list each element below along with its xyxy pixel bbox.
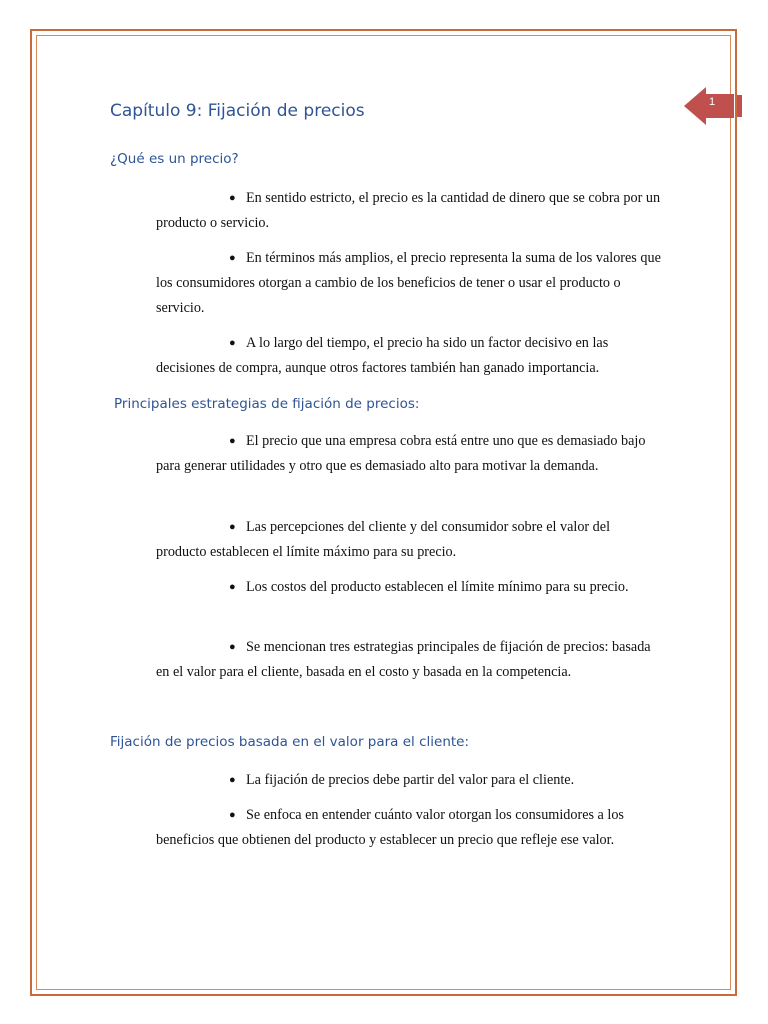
list-item-text: A lo largo del tiempo, el precio ha sido un factor decisivo en las decisiones de compra, aunque otros factores también han ganado importancia. <box>156 335 609 376</box>
list-item <box>156 331 661 381</box>
bullet-icon: ● <box>229 581 236 593</box>
page-number-tab <box>684 87 742 125</box>
list-item-text: Las percepciones del cliente y del consumidor sobre el valor del producto establecen el límite máximo para su precio. <box>156 519 611 560</box>
list-item-text: Se mencionan tres estrategias principales de fijación de precios: basada en el valor para el cliente, basada en el costo y basada en la competencia. <box>156 639 651 680</box>
list-item <box>156 768 661 793</box>
bullet-icon: ● <box>229 252 236 264</box>
section-heading-estrategias: Principales estrategias de fijación de precios: <box>114 396 420 412</box>
list-item <box>156 635 661 685</box>
list-item-text: En sentido estricto, el precio es la cantidad de dinero que se cobra por un producto o servicio. <box>156 190 661 231</box>
list-item <box>156 246 661 321</box>
page-title: Capítulo 9: Fijación de precios <box>110 101 365 121</box>
bullet-icon: ● <box>229 192 236 204</box>
bullet-icon: ● <box>229 809 236 821</box>
bullet-icon: ● <box>229 337 236 349</box>
list-item-text: Los costos del producto establecen el límite mínimo para su precio. <box>246 579 629 595</box>
list-item-text: El precio que una empresa cobra está entre uno que es demasiado bajo para generar utilidades y otro que es demasiado alto para motivar la demanda. <box>156 433 646 474</box>
list-item-text: En términos más amplios, el precio representa la suma de los valores que los consumidores otorgan a cambio de los beneficios de tener o usar el producto o servicio. <box>156 250 661 316</box>
list-item <box>156 186 661 236</box>
section-heading-que-es-un-precio: ¿Qué es un precio? <box>110 151 239 167</box>
bullet-icon: ● <box>229 774 236 786</box>
bullet-icon: ● <box>229 521 236 533</box>
page-number: 1 <box>708 96 716 108</box>
list-item <box>156 575 661 600</box>
section-heading-valor-cliente: Fijación de precios basada en el valor para el cliente: <box>110 734 470 750</box>
bullet-icon: ● <box>229 641 236 653</box>
list-item-text: La fijación de precios debe partir del valor para el cliente. <box>246 772 575 788</box>
list-item <box>156 803 661 853</box>
list-item <box>156 429 661 479</box>
bullet-icon: ● <box>229 435 236 447</box>
list-item-text: Se enfoca en entender cuánto valor otorgan los consumidores a los beneficios que obtienen del producto y establecer un precio que refleje ese valor. <box>156 807 624 848</box>
list-item <box>156 515 661 565</box>
